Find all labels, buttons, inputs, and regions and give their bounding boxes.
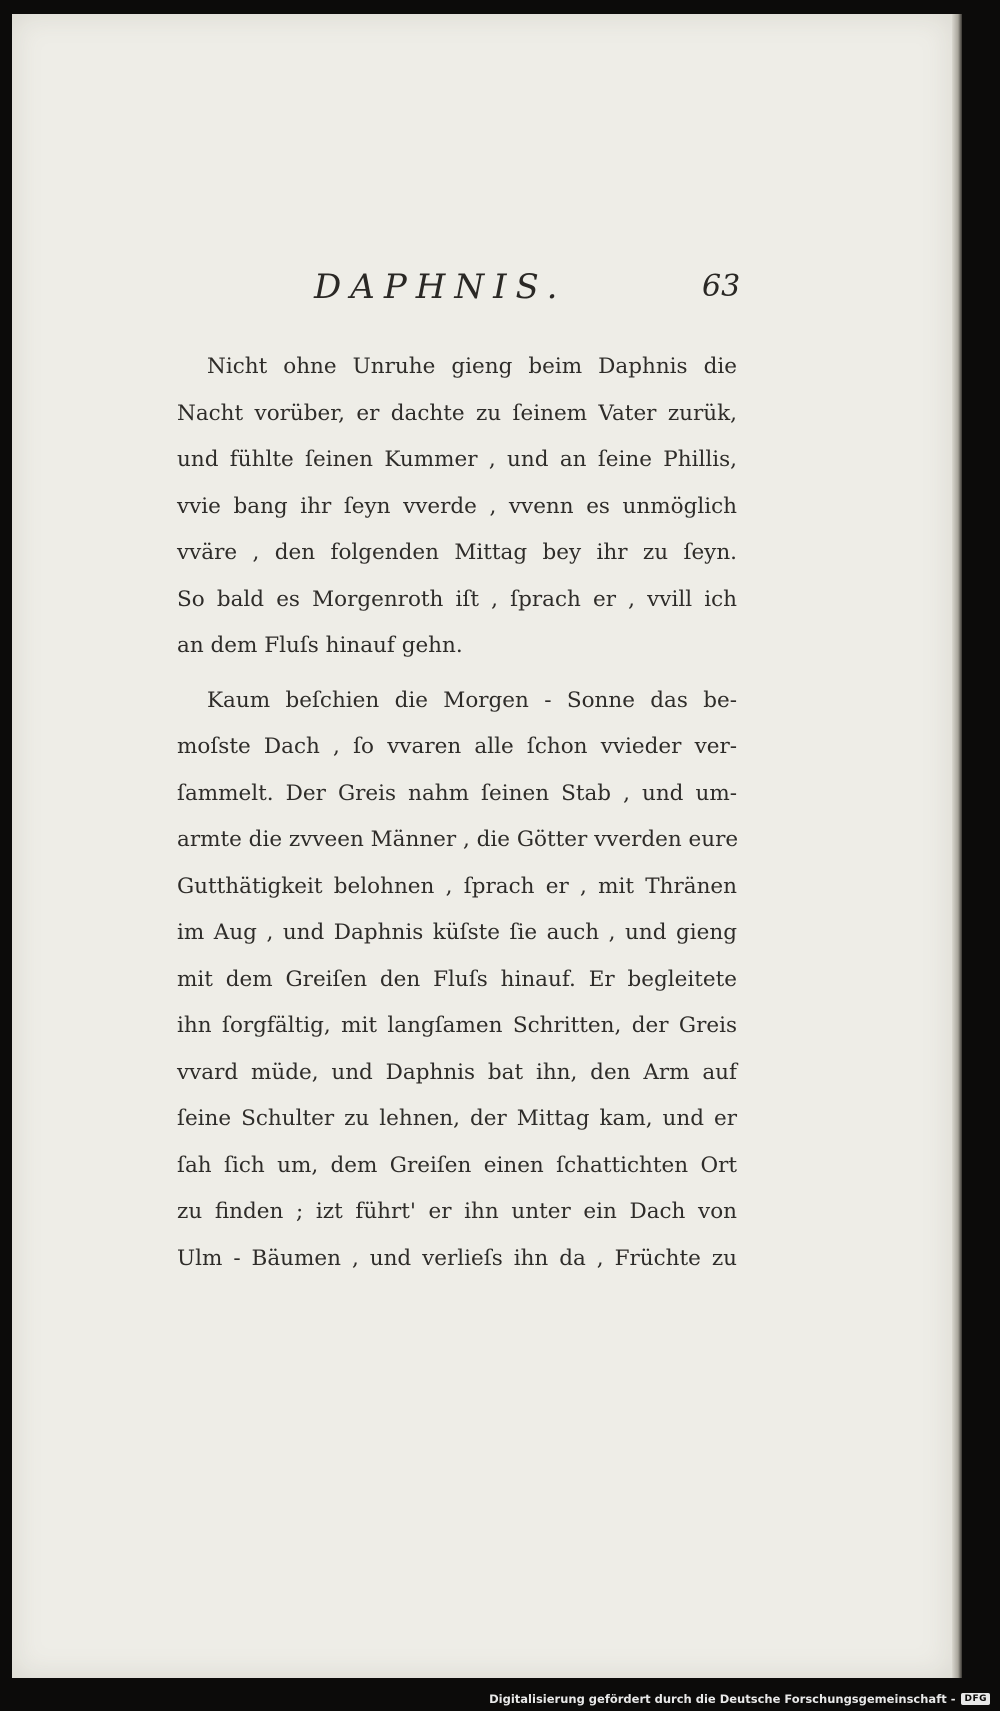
book-page	[12, 14, 952, 1678]
text-line: armte die zvveen Männer , die Götter vverden eure	[177, 827, 739, 852]
body-text	[177, 344, 737, 1282]
running-head	[12, 267, 952, 317]
page-number: 63	[702, 269, 741, 304]
text-line: ſah ſich um, dem Greiſen einen ſchattichten Ort	[177, 1152, 737, 1178]
text-line: Nicht ohne Unruhe gieng beim Daphnis die	[207, 354, 737, 379]
text-line: Nacht vorüber, er dachte zu ſeinem Vater zurük,	[177, 400, 737, 426]
paragraph-1	[177, 344, 737, 670]
paragraph-2	[177, 678, 737, 1283]
text-line: So bald es Morgenroth iſt , ſprach er , vvill ich	[177, 586, 737, 612]
page-title: DAPHNIS.	[314, 267, 567, 307]
text-line: vvie bang ihr ſeyn vverde , vvenn es unmöglich	[177, 493, 737, 519]
funding-credit: Digitalisierung gefördert durch die Deutsche Forschungsgemeinschaft -	[489, 1692, 956, 1706]
text-line: vvard müde, und Daphnis bat ihn, den Arm auf	[177, 1059, 737, 1085]
text-line: Gutthätigkeit belohnen , ſprach er , mit Thränen	[177, 873, 737, 899]
text-line: vväre , den folgenden Mittag bey ihr zu ſeyn.	[177, 540, 737, 565]
text-line: ſammelt. Der Greis nahm ſeinen Stab , und um-	[177, 780, 737, 806]
digitization-footer	[489, 1690, 990, 1708]
text-line: Kaum beſchien die Morgen - Sonne das be-	[207, 687, 737, 713]
text-line: im Aug , und Daphnis küſste ſie auch , und gieng	[177, 920, 737, 945]
text-line: und fühlte ſeinen Kummer , und an ſeine Phillis,	[177, 447, 737, 472]
dfg-logo: DFG	[961, 1693, 990, 1705]
text-line: ſeine Schulter zu lehnen, der Mittag kam, und er	[177, 1106, 737, 1131]
page-edge	[952, 14, 962, 1678]
text-line: Ulm - Bäumen , und verlieſs ihn da , Früchte zu	[177, 1245, 737, 1271]
text-line: moſste Dach , ſo vvaren alle ſchon vvieder ver-	[177, 734, 737, 759]
paragraph-gap	[177, 670, 737, 678]
text-line: ihn ſorgfältig, mit langſamen Schritten, der Greis	[177, 1013, 737, 1038]
text-line: an dem Fluſs hinauf gehn.	[177, 633, 463, 658]
text-line: zu finden ; izt führt' er ihn unter ein Dach von	[177, 1199, 737, 1224]
text-line: mit dem Greiſen den Fluſs hinauf. Er begleitete	[177, 966, 737, 992]
